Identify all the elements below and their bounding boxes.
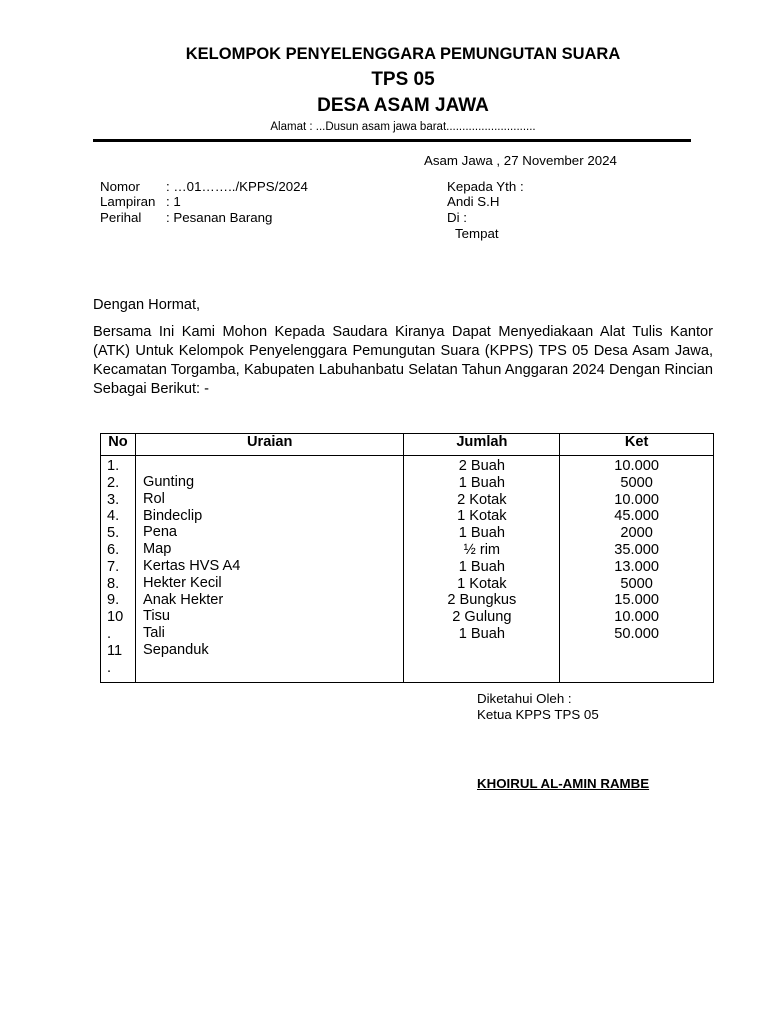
header-jumlah: Jumlah xyxy=(404,434,560,456)
item-price: 5000 xyxy=(620,474,653,491)
item-name: Tali xyxy=(142,625,165,642)
item-number: 10 xyxy=(107,609,124,626)
meta-nomor xyxy=(100,179,308,195)
item-price: 10.000 xyxy=(614,609,659,626)
lampiran-value: : 1 xyxy=(166,194,181,209)
perihal-label: Perihal xyxy=(100,210,142,225)
item-quantity: 1 Buah xyxy=(458,558,505,575)
address-line: Alamat : ...Dusun asam jawa barat............................ xyxy=(270,121,536,133)
known-by: Diketahui Oleh : xyxy=(477,691,572,706)
item-quantity: 1 Buah xyxy=(458,625,505,642)
org-title: KELOMPOK PENYELENGGARA PEMUNGUTAN SUARA xyxy=(185,45,621,63)
item-quantity: 2 Buah xyxy=(458,458,505,474)
item-number: 9. xyxy=(107,592,120,609)
tps-title: TPS 05 xyxy=(371,69,435,90)
body-paragraph: Bersama Ini Kami Mohon Kepada Saudara Kiranya Dapat Menyediakaan Alat Tulis Kantor (ATK) Untuk Kelompok Penyelenggara Pemungutan Suara (KPPS) TPS 05 Desa Asam Jawa, Kecamatan Torgamba, Kabupaten Labuhanbatu Selatan Tahun Anggaran 2024 Dengan Rincian Sebagai Berikut: - xyxy=(93,324,713,397)
item-number: 2. xyxy=(107,474,120,491)
lampiran-label: Lampiran xyxy=(100,194,156,209)
item-price: 10.000 xyxy=(614,458,659,474)
header-divider xyxy=(93,139,691,142)
item-number: 5. xyxy=(107,525,120,542)
item-quantity: 2 Kotak xyxy=(457,491,507,508)
item-number: 7. xyxy=(107,558,120,575)
ket-list xyxy=(560,456,713,649)
village-title: DESA ASAM JAWA xyxy=(317,95,489,116)
meta-perihal xyxy=(100,210,272,226)
item-name: Hekter Kecil xyxy=(142,574,222,591)
item-price: 13.000 xyxy=(614,558,659,575)
item-name: Anak Hekter xyxy=(142,591,224,608)
item-quantity: 1 Buah xyxy=(458,474,505,491)
signer-name: KHOIRUL AL-AMIN RAMBE xyxy=(477,776,650,791)
jumlah-list xyxy=(404,456,559,649)
header-uraian: Uraian xyxy=(135,434,404,456)
item-number: 6. xyxy=(107,541,120,558)
item-quantity: 2 Gulung xyxy=(452,609,512,626)
place-date: Asam Jawa , 27 November 2024 xyxy=(424,153,617,168)
item-price: 45.000 xyxy=(614,508,659,525)
header-no: No xyxy=(101,434,136,456)
item-quantity: 1 Kotak xyxy=(457,508,507,525)
item-price: 35.000 xyxy=(614,541,659,558)
item-number: 11 xyxy=(107,642,123,659)
nomor-value: : …01……../KPPS/2024 xyxy=(166,179,308,194)
recipient-line-1: Kepada Yth : xyxy=(447,179,524,194)
item-quantity: 1 Kotak xyxy=(457,575,507,592)
no-list xyxy=(101,456,135,682)
item-name: Kertas HVS A4 xyxy=(142,557,241,574)
nomor-label: Nomor xyxy=(100,179,140,194)
item-name: Tisu xyxy=(142,608,170,625)
item-number: 3. xyxy=(107,491,120,508)
table-header-row xyxy=(101,434,714,456)
recipient-line-4: Tempat xyxy=(455,226,499,241)
item-quantity: ½ rim xyxy=(463,541,501,558)
no-column xyxy=(101,456,136,683)
item-price: 2000 xyxy=(620,525,653,542)
item-number: 8. xyxy=(107,575,120,592)
item-quantity: 1 Buah xyxy=(458,525,505,542)
item-price: 10.000 xyxy=(614,491,659,508)
item-price: 5000 xyxy=(620,575,653,592)
header-ket: Ket xyxy=(560,434,714,456)
item-name: Gunting xyxy=(142,474,195,490)
item-number: . xyxy=(107,625,112,642)
recipient-line-3: Di : xyxy=(447,210,467,225)
signer-role: Ketua KPPS TPS 05 xyxy=(477,707,599,722)
uraian-list xyxy=(136,456,404,665)
item-number: 4. xyxy=(107,508,120,525)
item-name: Pena xyxy=(142,524,178,541)
item-name: Sepanduk xyxy=(142,641,209,658)
item-number: 1. xyxy=(107,458,120,474)
item-number: . xyxy=(107,659,112,676)
item-name: Rol xyxy=(142,490,165,507)
recipient-line-2: Andi S.H xyxy=(447,194,500,209)
item-price: 50.000 xyxy=(614,625,659,642)
ket-column xyxy=(560,456,714,683)
item-name: Map xyxy=(142,541,172,558)
jumlah-column xyxy=(404,456,560,683)
perihal-value: : Pesanan Barang xyxy=(166,210,273,225)
table-body-row xyxy=(101,456,714,683)
item-price: 15.000 xyxy=(614,592,659,609)
items-table xyxy=(100,433,714,683)
uraian-column xyxy=(135,456,404,683)
item-quantity: 2 Bungkus xyxy=(447,592,517,609)
item-name: Bindeclip xyxy=(142,507,203,524)
meta-lampiran xyxy=(100,194,181,210)
salutation: Dengan Hormat, xyxy=(93,297,201,313)
